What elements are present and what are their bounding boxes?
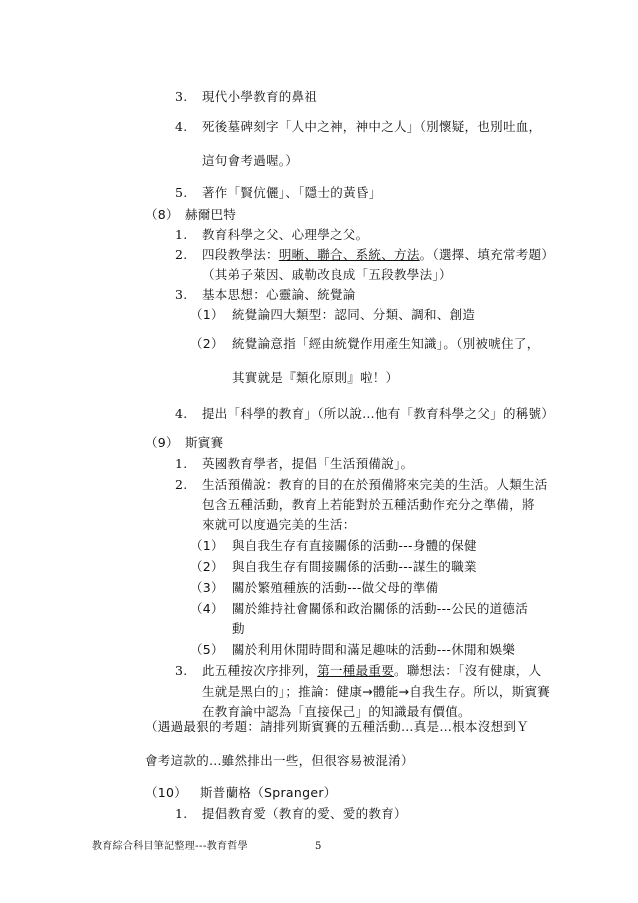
section-8-heading: （8） 赫爾巴特 — [145, 207, 237, 222]
exam-note: （遇過最狠的考題：請排列斯賓賽的五種活動…真是…根本沒想到Ｙ — [145, 719, 530, 734]
footer-title: 教育綜合科目筆記整理---教育哲學 — [92, 841, 248, 852]
s9-item-3-line-3: 在教育論中認為「直接保己」的知識最有價值。 — [202, 704, 471, 719]
s8-item-3: 3. 基本思想：心靈論、統覺論 — [175, 287, 356, 302]
s9-item-2-line-2: 包含五種活動，教育上若能對於五種活動作充分之準備，將 — [202, 497, 535, 512]
s9-item-1: 1. 英國教育學者，提倡「生活預備說」。 — [175, 456, 414, 471]
s9-sub-4-continuation: 動 — [232, 621, 245, 636]
section-10-heading: （10） 斯普蘭格（Spranger） — [145, 785, 337, 800]
s9-sub-5: （5） 關於利用休閒時間和滿足趣味的活動---休閒和娛樂 — [190, 642, 516, 657]
section-9-heading: （9） 斯賓賽 — [145, 435, 224, 450]
s9-sub-2: （2） 與自我生存有間接關係的活動---謀生的職業 — [190, 559, 477, 574]
s9-sub-1: （1） 與自我生存有直接關係的活動---身體的保健 — [190, 538, 477, 553]
s10-item-1: 1. 提倡教育愛（教育的愛、愛的教育） — [175, 806, 407, 821]
s9-sub-4: （4） 關於維持社會關係和政治關係的活動---公民的道德活 — [190, 601, 529, 616]
s9-item-3: 3. 此五種按次序排列，第一種最重要。聯想法：「沒有健康，人 — [175, 663, 542, 678]
s9-item-2: 2. 生活預備說：教育的目的在於預備將來完美的生活。人類生活 — [175, 477, 548, 492]
s8-item-3-sub-2-continuation: 其實就是『類化原則』啦！） — [232, 370, 399, 385]
s8-item-3-sub-2: （2） 統覺論意指「經由統覺作用產生知識」。（別被唬住了， — [190, 336, 540, 351]
page-number: 5 — [315, 841, 322, 852]
s8-item-2-continuation: （其弟子萊因、戚勒改良成「五段教學法」） — [202, 267, 452, 282]
s8-item-2: 2. 四段教學法：明晰、聯合、系統、方法。（選擇、填充常考題） — [175, 247, 555, 262]
item-5: 5. 著作「賢伉儷」、「隱士的黃昏」 — [175, 185, 382, 200]
s9-item-2-line-3: 來就可以度過完美的生活： — [202, 517, 356, 532]
s9-item-3-line-2: 生就是黑白的」；推論：健康→體能→自我生存。所以，斯賓賽 — [202, 684, 551, 699]
exam-note-line-2: 會考這款的…雖然排出一些，但很容易被混淆） — [145, 753, 414, 768]
s8-item-4: 4. 提出「科學的教育」（所以說…他有「教育科學之父」的稱號） — [175, 406, 555, 421]
s9-sub-3: （3） 關於繁殖種族的活動---做父母的準備 — [190, 580, 439, 595]
item-4-continuation: 這句會考過喔。） — [202, 153, 299, 168]
item-4: 4. 死後墓碑刻字「人中之神，神中之人」（別懷疑，也別吐血， — [175, 119, 542, 134]
item-3: 3. 現代小學教育的鼻祖 — [175, 89, 318, 104]
s8-item-1: 1. 教育科學之父、心理學之父。 — [175, 227, 369, 242]
s8-item-3-sub-1: （1） 統覺論四大類型：認同、分類、調和、創造 — [190, 307, 476, 322]
